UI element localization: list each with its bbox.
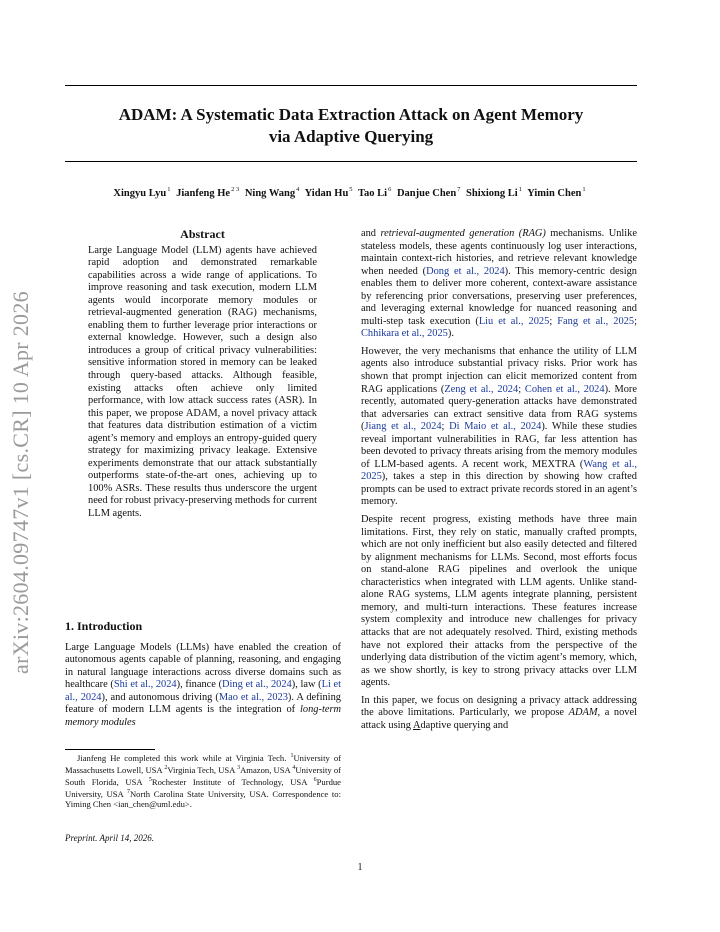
author: Danjue Chen$^7$ xyxy=(396,186,461,199)
title-bottom-rule xyxy=(65,161,637,162)
author: Yidan Hu$^5$ xyxy=(304,186,353,199)
affiliation-footnote: Jianfeng He completed this work while at Virginia Tech. $^1$University of Massachusetts Lowell, USA $^2$Virginia Tech, USA $^3$Amazon, USA $^4$University of South Florida, USA $^5$Rochester Institute of Technology, USA $^6$Purdue University, USA $^7$North Carolina State University, USA. Correspondence to: Yiming Chen <ian_chen@uml.edu>. xyxy=(65,752,342,810)
citation-link[interactable]: Zeng et al., 2024 xyxy=(444,383,519,395)
title-line-1: ADAM: A Systematic Data Extraction Attack on Agent Memory xyxy=(118,105,584,124)
abstract-block xyxy=(88,228,317,521)
title-line-2: via Adaptive Querying xyxy=(268,127,434,146)
citation-link[interactable]: Dong et al., 2024 xyxy=(426,265,505,277)
introduction-block xyxy=(65,620,341,729)
right-column xyxy=(361,228,637,732)
citation-link[interactable]: Di Maio et al., 2024 xyxy=(449,421,542,433)
author: Xingyu Lyu$^1$ xyxy=(113,186,171,199)
paragraph: and retrieval-augmented generation (RAG) mechanisms. Unlike stateless models, these agents continuously log user interactions, maintain context-rich histories, and retrieve relevant knowledge when needed (Dong et al., 2024). This memory-centric design enables them to deliver more coherent, context-aware assistance by referencing prior conversations, preserving user preferences, and leveraging external knowledge for nuanced reasoning and multi-step task execution (Liu et al., 2025; Fang et al., 2025; Chhikara et al., 2025). xyxy=(361,228,637,340)
section-heading-introduction: 1. Introduction xyxy=(65,619,143,633)
citation-link[interactable]: Wang et al., 2025 xyxy=(361,458,637,483)
author: Shixiong Li$^1$ xyxy=(466,186,522,199)
author-list xyxy=(65,186,637,199)
author: Yimin Chen$^1$ xyxy=(527,186,586,199)
paragraph: However, the very mechanisms that enhance the utility of LLM agents also introduce substantial privacy risks. Prior work has shown that prompt injection can elicit memorized content from RAG applications (Zeng et al., 2024; Cohen et al., 2024). More recently, automated query-generation attacks have demonstrated that adversaries can extract sensitive data from RAG systems (Jiang et al., 2024; Di Maio et al., 2024). While these studies reveal important vulnerabilities in RAG, far less attention has been devoted to privacy threats arising from the memory modules of LLM-based agents. A recent work, MEXTRA (Wang et al., 2025), takes a step in this direction by showing how crafted prompts can be used to extract private records stored in an agent’s memory. xyxy=(361,345,637,508)
paragraph: In this paper, we focus on designing a privacy attack addressing the above limitations. Particularly, we propose ADAM, a novel attack using Adaptive querying and xyxy=(361,694,637,731)
page-number: 1 xyxy=(357,862,363,873)
citation-link[interactable]: Cohen et al., 2024 xyxy=(524,383,605,395)
citation-link[interactable]: Mao et al., 2023 xyxy=(218,691,288,703)
paragraph: Despite recent progress, existing methods have three main limitations. First, they rely on static, manually crafted prompts, which are not only inefficient but also easily detected and filtered by alignment mechanisms for LLMs. Second, most efforts focus on stand-alone RAG pipelines and overlook the unique characteristics when integrated with LLM agents. Unlike stand-alone RAG systems, LLM agents integrate planning, persistent memory, and multi-turn interactions. These features increase system complexity and introduce new challenges for privacy attacks that are not adequately resolved. Third, existing methods have not explored their attacks from the perspective of the underlying data distribution of the victim agent’s memory, which, as we show shortly, is key to strong privacy attacks over LLM agents. xyxy=(361,514,637,689)
paper-title xyxy=(65,104,637,148)
intro-paragraph: Large Language Models (LLMs) have enabled the creation of autonomous agents capable of planning, reasoning, and engaging in natural language interactions across diverse domains such as healthcare (Shi et al., 2024), finance (Ding et al., 2024), law (Li et al., 2024), and autonomous driving (Mao et al., 2023). A defining feature of modern LLM agents is the integration of long-term memory modules xyxy=(65,641,341,728)
citation-link[interactable]: Chhikara et al., 2025 xyxy=(361,328,448,340)
author: Jianfeng $He^{2 3}$ xyxy=(176,186,240,199)
abstract-text: Large Language Model (LLM) agents have achieved rapid adoption and demonstrated remarkable capabilities across a wide range of applications. To improve reasoning and task execution, modern LLM agents would incorporate memory modules or retrieval-augmented generation (RAG) mechanisms, enabling them to further leverage prior interactions or external knowledge. However, such a design also introduces a group of critical privacy vulnerabilities: sensitive information stored in memory can be leaked through query-based attacks. Although feasible, existing attacks often achieve only limited performance, with low attack success rates (ASR). In this paper, we propose ADAM, a novel privacy attack that features data distribution estimation of a victim agent’s memory and employs an entropy-guided query strategy for maximizing privacy leakage. Extensive experiments demonstrate that our attack substantially outperforms state-of-the-art ones, achieving up to 100% ASRs. These results thus underscore the urgent need for robust privacy-preserving methods for current LLM agents. xyxy=(88,244,317,520)
arxiv-identifier: arXiv:2604.09747v1 [cs.CR] 10 Apr 2026 xyxy=(8,291,33,674)
author: Ning Wang$^4$ xyxy=(244,186,300,199)
preprint-note: Preprint. April 14, 2026. xyxy=(65,833,155,843)
citation-link[interactable]: Shi et al., 2024 xyxy=(113,679,177,691)
citation-link[interactable]: Jiang et al., 2024 xyxy=(364,421,442,433)
author: Tao Li$^6$ xyxy=(357,186,392,199)
footnote-rule xyxy=(65,749,155,750)
citation-link[interactable]: Li et al., 2024 xyxy=(65,679,341,703)
citation-link[interactable]: Fang et al., 2025 xyxy=(557,315,635,327)
top-rule xyxy=(65,85,637,86)
citation-link[interactable]: Ding et al., 2024 xyxy=(222,679,292,691)
citation-link[interactable]: Liu et al., 2025 xyxy=(478,315,550,327)
abstract-heading: Abstract xyxy=(180,227,225,241)
